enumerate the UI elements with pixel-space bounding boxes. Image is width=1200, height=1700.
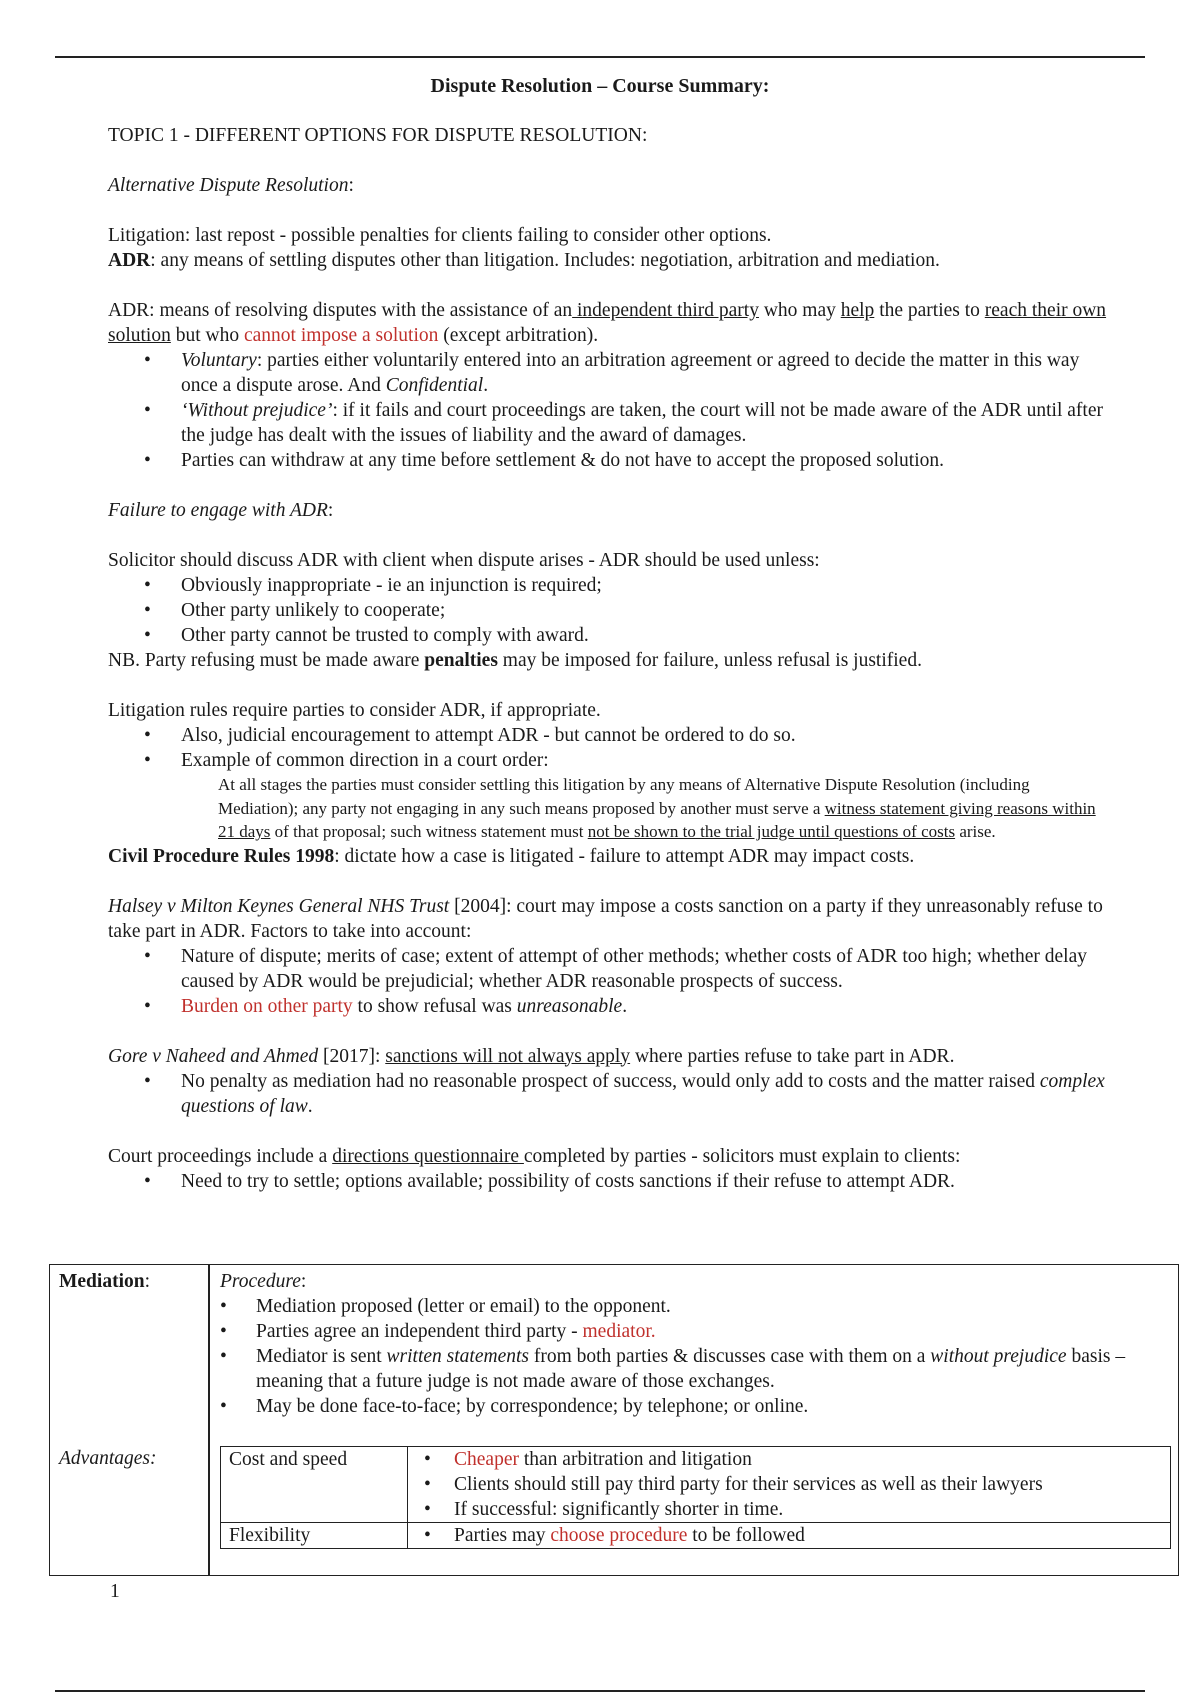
list-item: • No penalty as mediation had no reasonable prospect of success, would only add to costs and the matter raised complex questions of law. [108, 1069, 1108, 1119]
rules-list [108, 723, 1108, 773]
list-item: • ‘Without prejudice’: if it fails and court proceedings are taken, the court will not be made aware of the ADR until after the judge has dealt with the issues of liability and the award of damages. [108, 398, 1108, 448]
court-proceedings: Court proceedings include a directions questionnaire completed by parties - solicitors must explain to clients: [108, 1145, 961, 1167]
procedure-heading: Procedure: [220, 1271, 307, 1292]
mediation-table [49, 1264, 1179, 1576]
nb-text: NB. Party refusing must be made aware penalties may be imposed for failure, unless refusal is justified. [108, 650, 922, 671]
failure-intro: Solicitor should discuss ADR with client when dispute arises - ADR should be used unless: [108, 550, 820, 571]
page-number: 1 [110, 1581, 120, 1602]
list-item: • Mediator is sent written statements from both parties & discusses case with them on a without prejudice basis – meaning that a future judge is not made aware of those exchanges. [220, 1344, 1160, 1394]
adr-means: ADR: means of resolving disputes with the assistance of an independent third party who may help the parties to reach their own solution but who cannot impose a solution (except arbitration). [108, 300, 1107, 346]
list-item: • Other party cannot be trusted to comply with award. [108, 623, 1108, 648]
court-list [108, 1169, 1108, 1194]
list-item: • Example of common direction in a court order: [108, 748, 1108, 773]
list-item: • Clients should still pay third party for their services as well as their lawyers [416, 1472, 1162, 1497]
gore-list [108, 1069, 1108, 1119]
procedure-cell [220, 1269, 1160, 1419]
topic-heading: TOPIC 1 - DIFFERENT OPTIONS FOR DISPUTE RESOLUTION: [108, 125, 648, 146]
table-cell [408, 1447, 1171, 1523]
list-item: • Voluntary: parties either voluntarily entered into an arbitration agreement or agreed to decide the matter in this way once a dispute arose. And Confidential. [108, 348, 1108, 398]
procedure-list [220, 1294, 1160, 1419]
list-item: • Burden on other party to show refusal was unreasonable. [108, 994, 1108, 1019]
table-divider [208, 1265, 210, 1575]
list-item: • Other party unlikely to cooperate; [108, 598, 1108, 623]
list-item: • If successful: significantly shorter in time. [416, 1497, 1162, 1522]
page-title: Dispute Resolution – Course Summary: [430, 75, 770, 97]
list-item: • Parties agree an independent third party - mediator. [220, 1319, 1160, 1344]
adr-definition: ADR: any means of settling disputes other than litigation. Includes: negotiation, arbitration and mediation. [108, 250, 940, 271]
table-row [221, 1523, 1171, 1549]
adr-features-list [108, 348, 1108, 473]
mediation-label: Mediation: [59, 1271, 151, 1292]
list-item: • Also, judicial encouragement to attempt ADR - but cannot be ordered to do so. [108, 723, 1108, 748]
halsey-list [108, 944, 1108, 1019]
bottom-rule [55, 1690, 1145, 1692]
list-item: • Parties can withdraw at any time before settlement & do not have to accept the proposed solution. [108, 448, 1108, 473]
cpr-text: Civil Procedure Rules 1998: dictate how a case is litigated - failure to attempt ADR may impact costs. [108, 845, 915, 867]
list-item: • Nature of dispute; merits of case; extent of attempt of other methods; whether costs of ADR too high; whether delay caused by ADR would be prejudicial; whether ADR reasonable prospects of success. [108, 944, 1108, 994]
table-cell: Cost and speed [221, 1447, 408, 1523]
rules-text: Litigation rules require parties to consider ADR, if appropriate. [108, 700, 601, 721]
advantages-table [220, 1446, 1171, 1549]
list-item: • May be done face-to-face; by correspondence; by telephone; or online. [220, 1394, 1160, 1419]
list-item: • Parties may choose procedure to be followed [416, 1523, 1162, 1548]
table-row [221, 1447, 1171, 1523]
table-cell: Flexibility [221, 1523, 408, 1549]
failure-heading: Failure to engage with ADR: [108, 500, 334, 521]
litigation-text: Litigation: last repost - possible penalties for clients failing to consider other options. [108, 225, 772, 246]
failure-list [108, 573, 1108, 648]
list-item: • Cheaper than arbitration and litigation [416, 1447, 1162, 1472]
gore-case: Gore v Naheed and Ahmed [2017]: sanctions will not always apply where parties refuse to take part in ADR. [108, 1045, 955, 1067]
advantages-label: Advantages: [59, 1448, 157, 1469]
court-order-quote: At all stages the parties must consider settling this litigation by any means of Alternative Dispute Resolution (including Mediation); any party not engaging in any such means proposed by another must serve a witness statement giving reasons within 21 days of that proposal; such witness statement must not be shown to the trial judge until questions of costs arise. [218, 775, 1096, 841]
list-item: • Obviously inappropriate - ie an injunction is required; [108, 573, 1108, 598]
list-item: • Need to try to settle; options available; possibility of costs sanctions if their refuse to attempt ADR. [108, 1169, 1108, 1194]
table-cell [408, 1523, 1171, 1549]
top-rule [55, 56, 1145, 58]
list-item: • Mediation proposed (letter or email) to the opponent. [220, 1294, 1160, 1319]
summary-body [108, 123, 1108, 1194]
halsey-case: Halsey v Milton Keynes General NHS Trust [2004]: court may impose a costs sanction on a party if they unreasonably refuse to take part in ADR. Factors to take into account: [108, 895, 1103, 942]
adr-heading: Alternative Dispute Resolution: [108, 175, 354, 196]
